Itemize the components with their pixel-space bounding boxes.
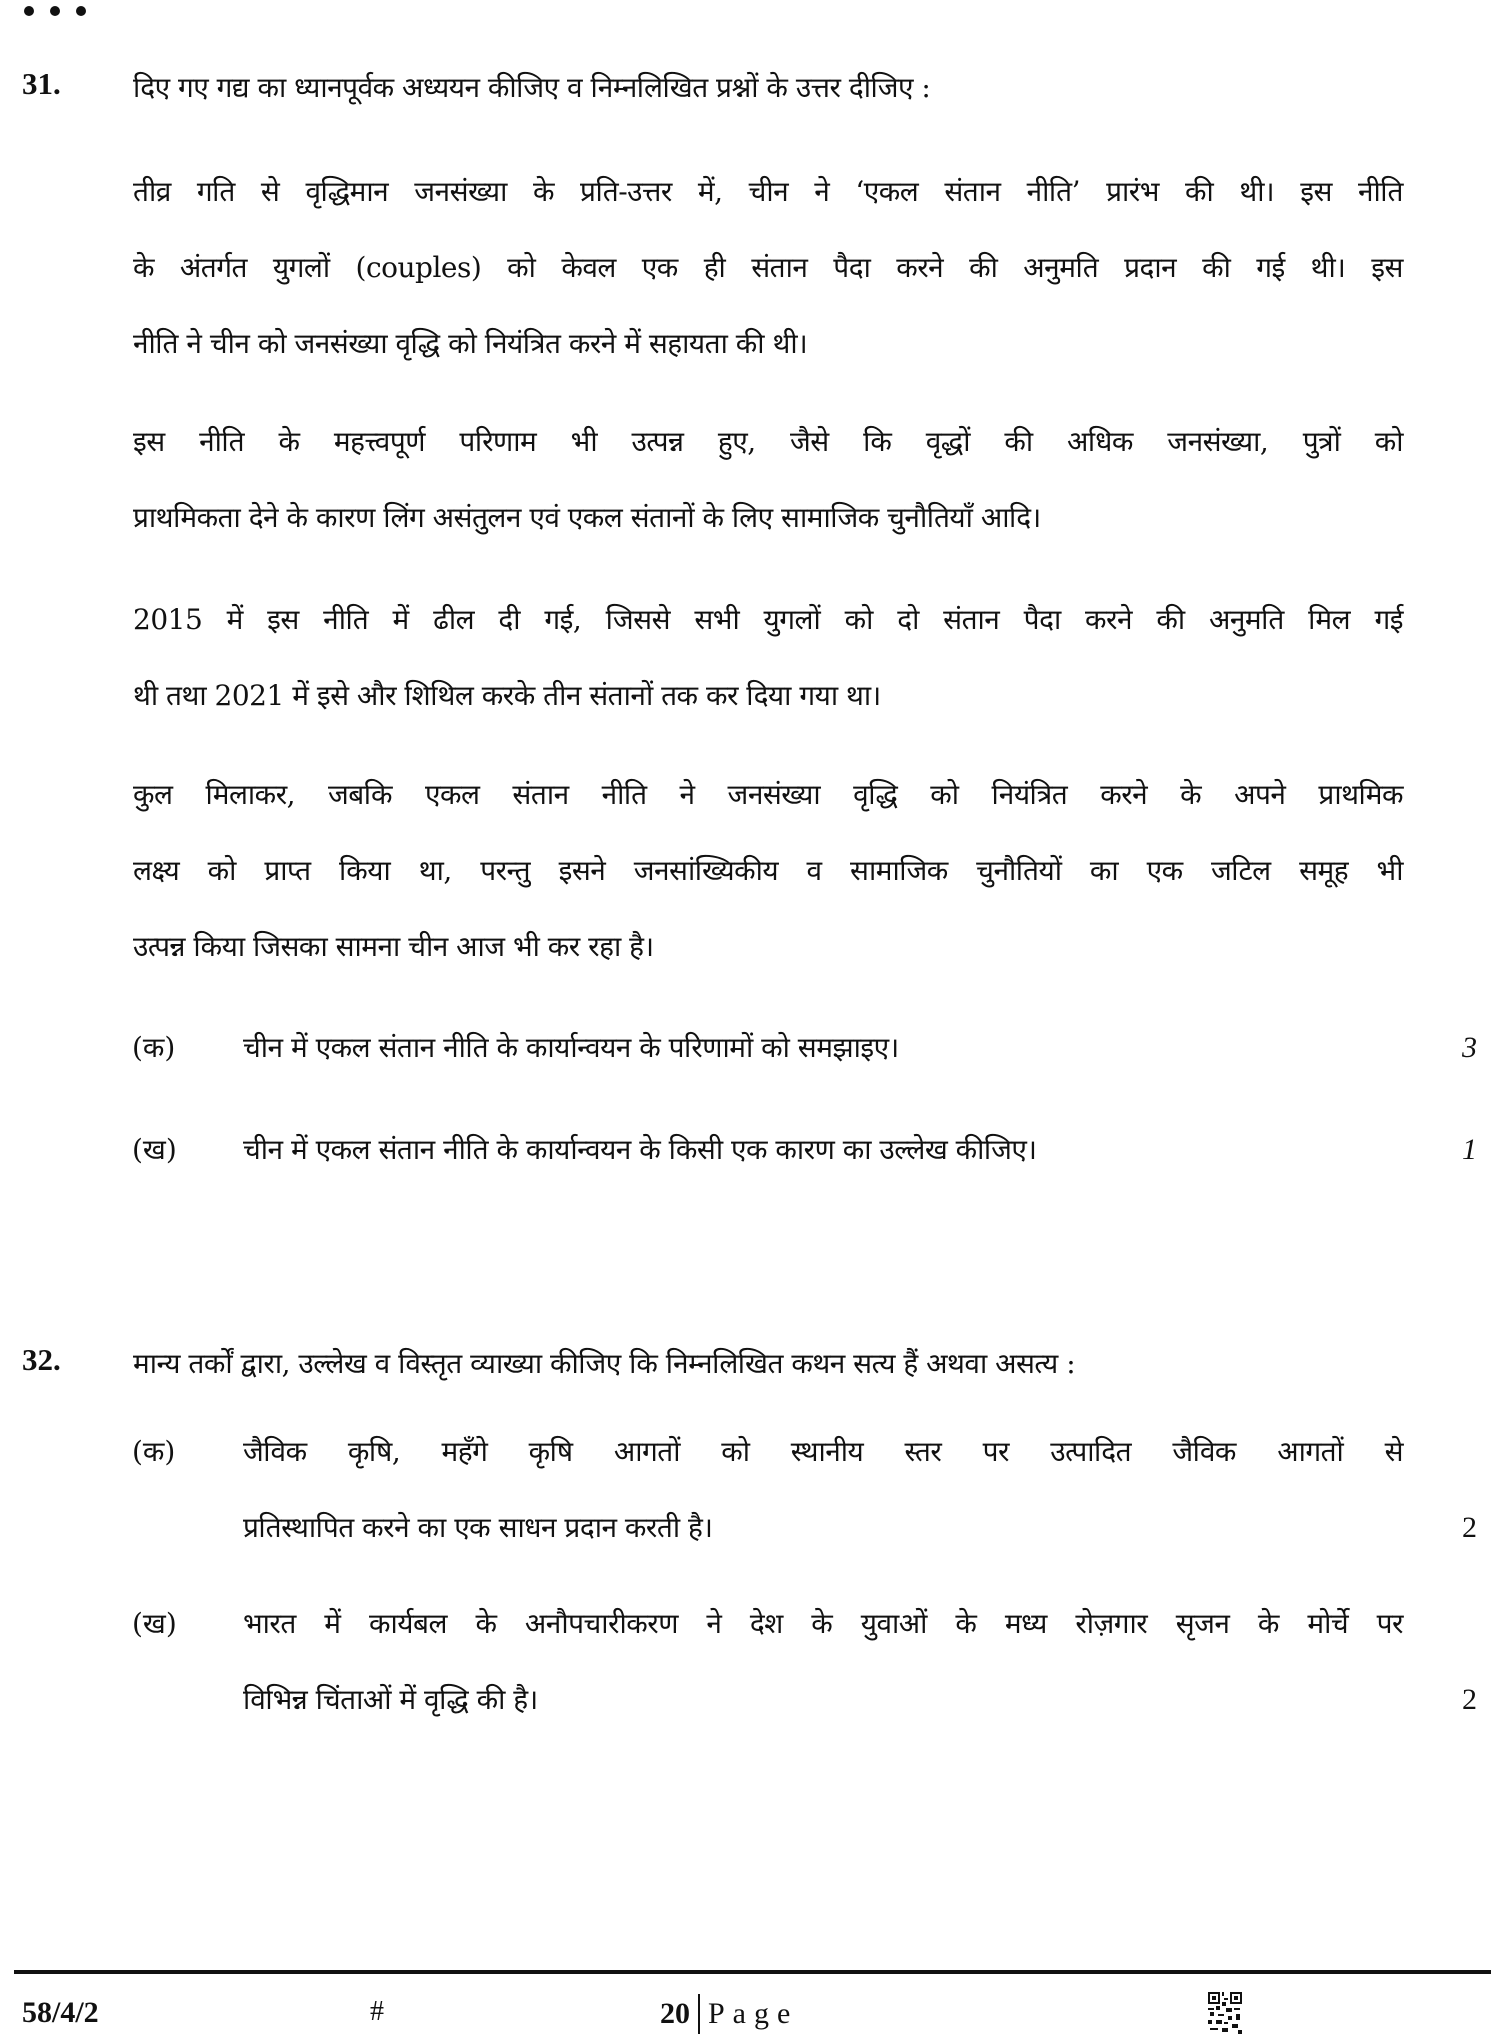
passage-line: कुल मिलाकर, जबकि एकल संतान नीति ने जनसंख्या वृद्धि को नियंत्रित करने के अपने प्राथमिक xyxy=(133,778,1403,811)
dot-icon xyxy=(76,6,86,16)
sub-question-text: भारत में कार्यबल के अनौपचारीकरण ने देश के युवाओं के मध्य रोज़गार सृजन के मोर्चे पर xyxy=(243,1607,1403,1640)
passage-line: तीव्र गति से वृद्धिमान जनसंख्या के प्रति-उत्तर में, चीन ने ‘एकल संतान नीति’ प्रारंभ की थी। इस नीति xyxy=(133,175,1403,208)
sub-question-label: (क) xyxy=(132,1435,176,1468)
passage-line: 2015 में इस नीति में ढील दी गई, जिससे सभी युगलों को दो संतान पैदा करने की अनुमति मिल गई xyxy=(133,603,1403,636)
sub-question-text: चीन में एकल संतान नीति के कार्यान्वयन के परिणामों को समझाइए। xyxy=(243,1031,899,1064)
question-number: 32. xyxy=(22,1342,61,1377)
passage-line: के अंतर्गत युगलों (couples) को केवल एक ही संतान पैदा करने की अनुमति प्रदान की गई थी। इस xyxy=(133,251,1403,284)
page-continuation-marker xyxy=(24,6,86,16)
passage-line: इस नीति के महत्त्वपूर्ण परिणाम भी उत्पन्न हुए, जैसे कि वृद्धों की अधिक जनसंख्या, पुत्रों को xyxy=(133,425,1403,458)
question-number: 31. xyxy=(22,66,61,101)
passage-line: नीति ने चीन को जनसंख्या वृद्धि को नियंत्रित करने में सहायता की थी। xyxy=(133,327,808,360)
dot-icon xyxy=(24,6,34,16)
marks: 3 xyxy=(1462,1031,1477,1064)
page-number-value: 20 xyxy=(660,1997,690,2030)
passage-line: थी तथा 2021 में इसे और शिथिल करके तीन संतानों तक कर दिया गया था। xyxy=(133,679,881,712)
qr-code-icon xyxy=(1208,1992,1242,2034)
passage-line: प्राथमिकता देने के कारण लिंग असंतुलन एवं एकल संतानों के लिए सामाजिक चुनौतियाँ आदि। xyxy=(133,501,1041,534)
passage-line: लक्ष्य को प्राप्त किया था, परन्तु इसने जनसांख्यिकीय व सामाजिक चुनौतियों का एक जटिल समूह भी xyxy=(133,854,1403,887)
hash-mark: # xyxy=(370,1996,384,2027)
sub-question-text: जैविक कृषि, महँगे कृषि आगतों को स्थानीय स्तर पर उत्पादित जैविक आगतों से xyxy=(243,1435,1403,1468)
page-word: Page xyxy=(708,1997,799,2030)
sub-question-label: (क) xyxy=(132,1031,176,1064)
sub-question-text: चीन में एकल संतान नीति के कार्यान्वयन के किसी एक कारण का उल्लेख कीजिए। xyxy=(243,1133,1037,1166)
sub-question-text: विभिन्न चिंताओं में वृद्धि की है। xyxy=(243,1683,538,1716)
sub-question-text: प्रतिस्थापित करने का एक साधन प्रदान करती है। xyxy=(243,1511,713,1544)
marks: 2 xyxy=(1462,1683,1477,1716)
marks: 2 xyxy=(1462,1511,1477,1544)
sub-question-label: (ख) xyxy=(132,1133,177,1166)
sub-question-label: (ख) xyxy=(132,1607,177,1640)
marks: 1 xyxy=(1462,1133,1477,1166)
footer-divider xyxy=(14,1970,1491,1974)
page-separator xyxy=(698,1994,700,2034)
page-number xyxy=(660,1994,798,2034)
paper-code: 58/4/2 xyxy=(22,1996,99,2029)
passage-line: उत्पन्न किया जिसका सामना चीन आज भी कर रहा है। xyxy=(133,930,654,963)
question-instruction: दिए गए गद्य का ध्यानपूर्वक अध्ययन कीजिए व निम्नलिखित प्रश्नों के उत्तर दीजिए : xyxy=(133,71,931,104)
dot-icon xyxy=(50,6,60,16)
question-instruction: मान्य तर्कों द्वारा, उल्लेख व विस्तृत व्याख्या कीजिए कि निम्नलिखित कथन सत्य हैं अथवा असत्य : xyxy=(133,1347,1076,1380)
